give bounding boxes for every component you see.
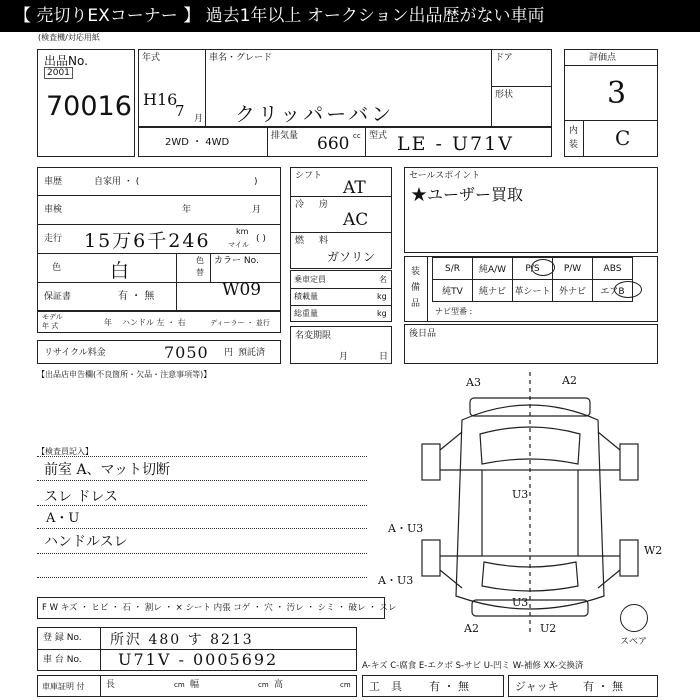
history-label: 車歴 (44, 177, 63, 187)
color-no-value: W09 (222, 280, 262, 300)
airbag-circle-mark (614, 281, 642, 298)
warranty-label: 保証書 (44, 292, 72, 302)
color-change-2: 替 (196, 268, 204, 277)
equipment-char-3: 品 (411, 299, 421, 309)
mileage-unit-km: km (236, 227, 249, 236)
cert-unit-2: cm (258, 681, 269, 689)
registration-box (37, 627, 357, 671)
cert-box (37, 675, 357, 697)
equip-aw: 純A/W (473, 258, 513, 280)
chassis-label: 車 台 No. (43, 655, 82, 665)
inspector-line-3: A・U (46, 511, 80, 526)
diagram-mark-2: A2 (562, 374, 577, 387)
load-unit: kg (377, 292, 387, 301)
cert-high: 高 (274, 680, 284, 690)
equip-navi: 純ナビ (473, 280, 513, 302)
mileage-value: 15万6千246 (84, 230, 211, 252)
mileage-unit-mile: マイル (228, 241, 249, 249)
top-note: (検査機/対応用紙 (38, 33, 100, 42)
model-year-label-1: モデル (42, 313, 63, 321)
mileage-paren: ( ) (256, 234, 266, 244)
rear-box (404, 324, 658, 364)
diagram-mark-8: A2 (464, 622, 479, 635)
equipment-char-2: 備 (411, 283, 421, 293)
chassis-value: U71V - 0005692 (118, 650, 279, 669)
gross-label: 総重量 (294, 309, 318, 318)
displacement-label: 排気量 (271, 131, 299, 141)
registration-value: 所沢 480 す 8213 (110, 632, 254, 648)
rear-label: 後日品 (409, 329, 437, 339)
equipment-char-1: 装 (411, 267, 421, 277)
recycle-deposit: 預託済 (238, 348, 266, 358)
interior-label-2: 装 (569, 140, 579, 150)
aircon-label-1: 冷 (295, 200, 305, 210)
sales-point-box (404, 167, 658, 253)
vehicle-header-box (138, 49, 552, 127)
shift-box (290, 167, 392, 269)
warranty-value: 有 ・ 無 (118, 291, 155, 302)
notes-label: 【出品店申告欄(不良箇所・欠品・注意事項等)】 (37, 370, 212, 379)
equip-airbag: エアB (593, 280, 633, 302)
inspector-line-4: ハンドルスレ (44, 534, 128, 550)
color-value: 白 (110, 260, 130, 282)
spare-tire-icon (620, 604, 648, 632)
spec-row-box (138, 127, 552, 157)
interior-label-1: 内 (569, 126, 579, 136)
year-unit: 月 (194, 114, 204, 124)
year-month: 7 (175, 102, 185, 120)
jack-box (508, 675, 658, 697)
ps-circle-mark (531, 259, 555, 276)
history-box (37, 167, 281, 311)
diagram-mark-9: U2 (540, 622, 557, 635)
fuel-label-1: 燃 (295, 236, 305, 246)
shape-label: 形状 (495, 90, 514, 100)
equip-tv: 純TV (433, 280, 473, 302)
jack-value: 有 ・ 無 (583, 680, 623, 693)
cert-long: 長 (106, 680, 116, 690)
model-year-handle: ハンドル 左 ・ 右 (122, 318, 186, 327)
interior-value: C (615, 126, 631, 150)
model-year-label-2: 年 式 (42, 322, 59, 330)
model-year-unit: 年 (104, 318, 112, 327)
carname-label: 車名・グレード (209, 53, 273, 63)
year-label: 年式 (142, 53, 161, 63)
name-change-label: 名変期限 (295, 331, 332, 341)
fuel-value: ガソリン (327, 250, 376, 264)
sales-point-value: ★ユーザー買取 (411, 185, 524, 204)
sales-point-label: セールスポイント (409, 171, 481, 181)
model-year-dealer: ディーラー ・ 並行 (210, 319, 270, 327)
header-title: 【 売切りEXコーナー 】 過去1年以上 オークション出品歴がない車両 (0, 0, 700, 32)
capacity-label: 乗車定員 (294, 275, 326, 284)
capacity-unit: 名 (379, 275, 387, 284)
diagram-mark-5: A・U3 (378, 574, 414, 587)
registration-label: 登 録 No. (43, 633, 82, 643)
load-label: 積載量 (294, 292, 318, 301)
door-label: ドア (495, 53, 513, 63)
fuel-label-2: 料 (319, 236, 329, 246)
score-label: 評価点 (589, 53, 617, 63)
color-change-1: 色 (196, 256, 204, 265)
color-no-label: カラー No. (214, 256, 259, 266)
model-year-box (37, 311, 281, 333)
capacity-box (290, 270, 392, 322)
lot-box (37, 49, 135, 157)
diagram-mark-7: W2 (644, 544, 663, 557)
diagram-mark-3: U3 (512, 488, 529, 501)
recycle-unit: 円 (224, 348, 234, 358)
recycle-box (37, 340, 281, 364)
drive-label: 2WD ・ 4WD (165, 137, 230, 148)
cert-wide: 幅 (190, 680, 200, 690)
aircon-label-2: 房 (319, 200, 329, 210)
recycle-label: リサイクル料金 (44, 348, 106, 358)
jack-label: ジャッキ (515, 680, 559, 693)
carname-value: クリッパーバン (235, 102, 395, 126)
tools-box (362, 675, 504, 697)
shift-label: シフト (295, 171, 323, 181)
inspector-line-1: 前室 A、マット切断 (44, 462, 171, 478)
lot-number: 70016 (46, 91, 132, 122)
recycle-value: 7050 (164, 343, 209, 362)
inspection-year-unit: 年 (182, 205, 192, 215)
history-close: ) (254, 177, 258, 187)
score-box (564, 49, 658, 157)
damage-bar-text: F W キズ ・ ヒビ ・ 石 ・ 割レ ・ × シート 内張 コゲ ・ 穴 ・ 汚レ ・ シミ ・ 破レ ・ スレ (42, 603, 397, 613)
navi-label: ナビ型番 : (435, 307, 473, 316)
mileage-label: 走行 (44, 234, 63, 244)
spare-label: スペア (620, 637, 648, 647)
name-change-month: 月 (339, 352, 349, 362)
inspector-label: 【検査員記入】 (37, 447, 93, 456)
model-label: 型式 (369, 131, 388, 141)
damage-legend: A-キズ C-腐食 E-エクボ S-サビ U-凹ミ W-補修 XX-交換済 (362, 661, 584, 671)
displacement-value: 660 (317, 134, 350, 154)
name-change-box (290, 326, 392, 364)
tools-label: 工 具 (369, 680, 402, 693)
inspector-line-2: スレ ドレス (44, 489, 119, 505)
score-value: 3 (607, 76, 627, 111)
year-value: H16 (143, 90, 178, 109)
cert-label: 車庫証明 付 (42, 682, 85, 691)
inspection-month-unit: 月 (252, 205, 262, 215)
equip-sr: S/R (433, 258, 473, 280)
name-change-day: 日 (379, 352, 389, 362)
equip-pw: P/W (553, 258, 593, 280)
cert-unit-3: cm (340, 681, 351, 689)
cert-unit-1: cm (174, 681, 185, 689)
model-value: LE - U71V (397, 133, 514, 155)
gross-unit: kg (377, 309, 387, 318)
lot-label: 出品No. (44, 54, 88, 68)
tools-value: 有 ・ 無 (429, 680, 469, 693)
inspection-label: 車検 (44, 205, 63, 215)
history-value: 自家用 ・ ( (94, 177, 140, 187)
diagram-mark-6: U3 (512, 596, 529, 609)
car-damage-diagram (378, 372, 670, 635)
displacement-unit: cc (353, 132, 361, 140)
equip-leather: 革シート (513, 280, 553, 302)
aircon-value: AC (343, 210, 369, 230)
equip-abs: ABS (593, 258, 633, 280)
diagram-mark-1: A3 (466, 376, 481, 389)
shift-value: AT (343, 178, 366, 198)
color-label: 色 (52, 263, 62, 273)
equip-ps: P/S (513, 258, 553, 280)
lot-stamp: 2001 (44, 67, 73, 79)
equip-ext-navi: 外ナビ (553, 280, 593, 302)
diagram-mark-4: A・U3 (388, 522, 424, 535)
damage-bar (37, 597, 397, 619)
